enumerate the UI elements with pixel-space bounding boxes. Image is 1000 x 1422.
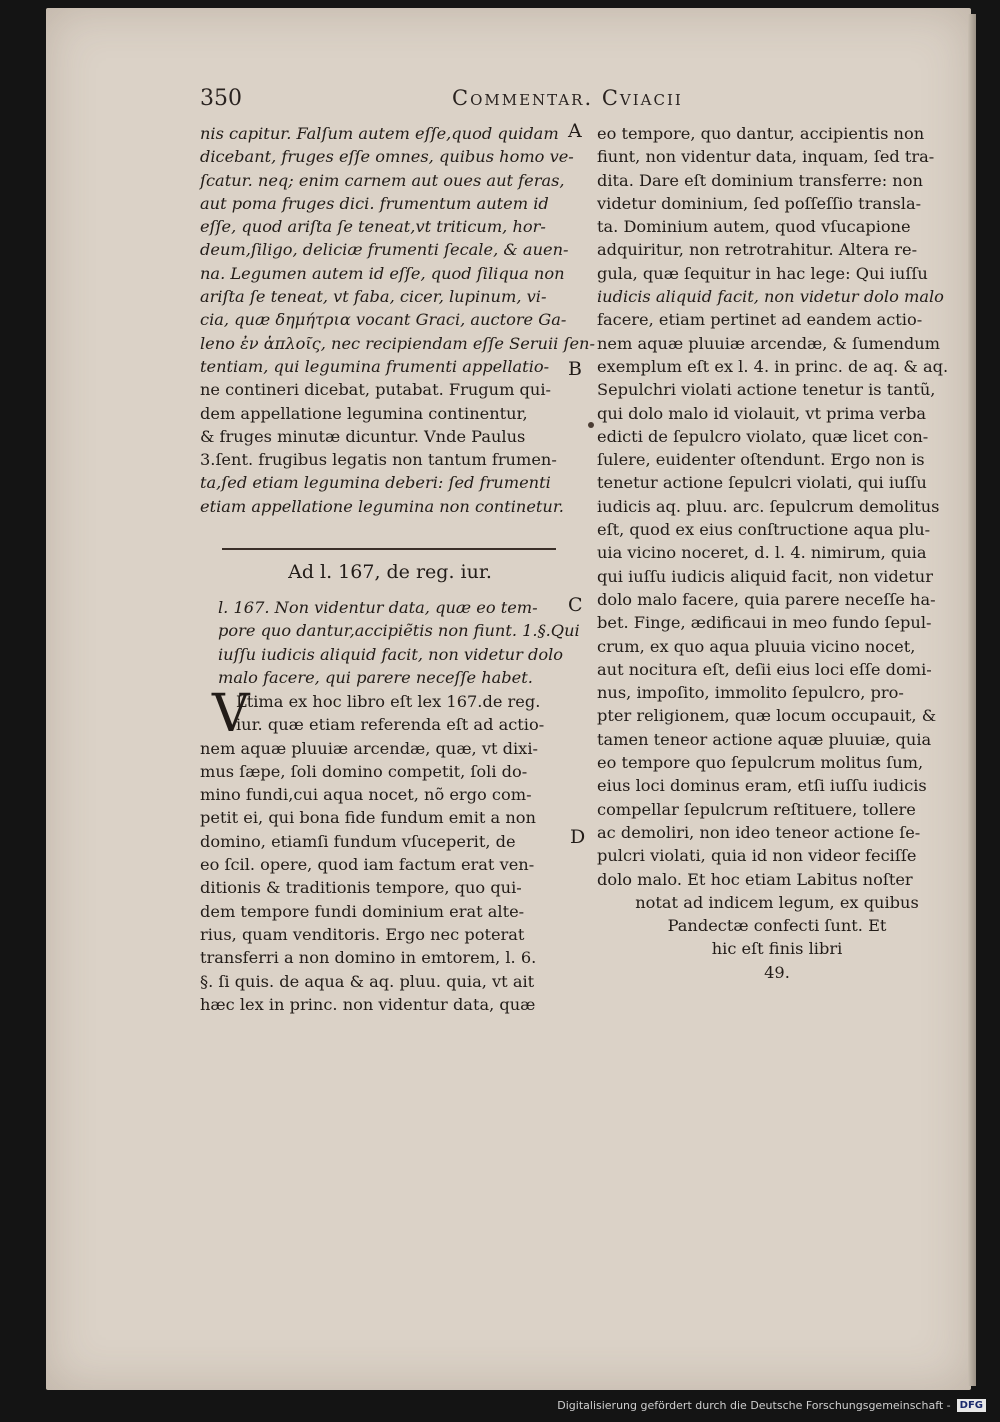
text-line: dem tempore fundi dominium erat alte- — [200, 901, 525, 921]
text-line: nus, impoſito, immolito ſepulcro, pro- — [597, 683, 904, 703]
text-line: dita. Dare eſt dominium transferre: non — [597, 170, 923, 190]
footer-text: Digitalisierung gefördert durch die Deutsche Forschungsgemeinschaft - — [557, 1398, 951, 1412]
text-line: mino fundi,cui aqua nocet, nõ ergo com- — [200, 785, 532, 805]
text-line: Ltima ex hoc libro eſt lex 167.de reg. — [236, 692, 541, 711]
margin-letter-c: C — [568, 594, 583, 616]
text-line: mus ſæpe, ſoli domino competit, ſoli do- — [200, 761, 528, 781]
text-line: ſulere, euidenter oſtendunt. Ergo non is — [597, 450, 925, 470]
left-column-top — [200, 122, 595, 518]
text-line: na. Legumen autem id eſſe, quod ſiliqua non — [200, 263, 565, 283]
text-line: dicebant, fruges eſſe omnes, quibus homo ve- — [200, 147, 574, 167]
text-line: iudicis aliquid facit, non videtur dolo malo — [597, 287, 944, 307]
text-line: qui dolo malo id violauit, vt prima verba — [597, 403, 927, 423]
text-line: adquiritur, non retrotrahitur. Altera re- — [597, 240, 918, 260]
text-line: eo tempore, quo dantur, accipientis non — [597, 124, 925, 143]
text-line: 3.ſent. frugibus legatis non tantum frumen- — [200, 450, 557, 470]
text-line: §. ſi quis. de aqua & aq. pluu. quia, vt ait — [200, 971, 535, 991]
text-line: cia, quæ δημήτρια vocant Graci, auctore Ga- — [200, 310, 567, 330]
text-line: qui iuſſu iudicis aliquid facit, non videtur — [597, 566, 933, 586]
text-line: eius loci dominus eram, etſi iuſſu iudicis — [597, 776, 927, 796]
lemma-block — [218, 596, 580, 689]
text-line: malo facere, qui parere neceſſe habet. — [218, 667, 533, 687]
page-edge — [968, 14, 976, 1386]
section-heading: Ad l. 167, de reg. iur. — [288, 561, 492, 583]
text-line: videtur dominium, ſed poſſeſſio transla- — [597, 193, 922, 213]
text-line: iudicis aq. pluu. arc. ſepulcrum demolitus — [597, 496, 940, 516]
text-line: l. 167. Non videntur data, quæ eo tem- — [218, 598, 538, 617]
text-line: dem appellatione legumina continentur, — [200, 403, 528, 423]
text-line: notat ad indicem legum, ex quibus — [635, 892, 919, 912]
text-line: ne contineri dicebat, putabat. Frugum qui- — [200, 380, 551, 400]
text-line: tenetur actione ſepulcri violati, qui iuſſu — [597, 473, 927, 493]
text-line: pter religionem, quæ locum occupauit, & — [597, 706, 937, 726]
page-header — [0, 86, 1000, 116]
left-column-bottom — [200, 684, 564, 1016]
text-line: transferri a non domino in emtorem, l. 6. — [200, 948, 537, 968]
text-line: iuſſu iudicis aliquid facit, non videtur dolo — [218, 644, 564, 664]
text-line: eo tempore quo ſepulcrum molitus ſum, — [597, 753, 924, 773]
text-line: edicti de ſepulcro violato, quæ licet con- — [597, 426, 929, 446]
text-line: exemplum eſt ex l. 4. in princ. de aq. & aq. — [597, 356, 949, 376]
text-line: pore quo dantur,accipiẽtis non fiunt. 1.§.Qui — [218, 621, 580, 641]
text-line: ac demoliri, non ideo teneor actione ſe- — [597, 822, 921, 842]
text-line: facere, etiam pertinet ad eandem actio- — [597, 310, 923, 330]
text-line: fiunt, non videntur data, inquam, ſed tra- — [597, 147, 935, 167]
text-line: eo ſcil. opere, quod iam factum erat ven- — [200, 855, 535, 875]
text-line: aut nocitura eſt, deſii eius loci eſſe domi- — [597, 659, 932, 679]
text-line: domino, etiamſi fundum vſuceperit, de — [200, 831, 516, 851]
text-line: tentiam, qui legumina frumenti appellatio- — [200, 356, 550, 376]
text-line: & fruges minutæ dicuntur. Vnde Paulus — [200, 426, 526, 446]
text-line: hæc lex in princ. non videntur data, quæ — [200, 994, 536, 1014]
text-line: ditionis & traditionis tempore, quo qui- — [200, 878, 522, 898]
text-line: eſſe, quod ariſta ſe teneat,vt triticum, hor- — [200, 217, 546, 237]
text-line: uia vicino noceret, d. l. 4. nimirum, quia — [597, 543, 927, 563]
text-line: ſcatur. neq; enim carnem aut oues aut feras, — [200, 170, 565, 190]
text-line: nis capitur. Falſum autem eſſe,quod quidam — [200, 124, 559, 143]
text-line: dolo malo. Et hoc etiam Labitus noſter — [597, 869, 913, 889]
right-column — [597, 122, 957, 984]
digitization-footer — [426, 1396, 986, 1414]
text-line: ta. Dominium autem, quod vſucapione — [597, 217, 911, 237]
text-line: Pandectæ confecti ſunt. Et — [667, 916, 887, 936]
text-line: rius, quam venditoris. Ergo nec poterat — [200, 924, 525, 944]
text-line: gula, quæ ſequitur in hac lege: Qui iuſſu — [597, 263, 928, 283]
text-line: dolo malo facere, quia parere neceſſe ha- — [597, 589, 936, 609]
text-line: aut poma fruges dici. frumentum autem id — [200, 193, 549, 213]
text-line: crum, ex quo aqua pluuia vicino nocet, — [597, 636, 916, 656]
page-number: 350 — [200, 86, 242, 111]
running-title: Commentar. Cviacii — [452, 86, 683, 110]
text-line: iur. quæ etiam referenda eſt ad actio- — [236, 715, 545, 735]
text-line: bet. Finge, ædificaui in meo fundo ſepul- — [597, 613, 932, 633]
section-rule — [222, 548, 556, 550]
text-line: nem aquæ pluuiæ arcendæ, & ſumendum — [597, 333, 941, 353]
text-line: deum,ſiligo, deliciæ frumenti ſecale, & auen- — [200, 240, 569, 260]
text-line: compellar ſepulcrum reſtituere, tollere — [597, 799, 916, 819]
text-line: tamen teneor actione aquæ pluuiæ, quia — [597, 729, 932, 749]
text-line: ta,ſed etiam legumina deberi: ſed frumenti — [200, 473, 551, 493]
text-line: etiam appellatione legumina non continetur. — [200, 496, 564, 516]
text-line: eſt, quod ex eius conſtructione aqua plu- — [597, 520, 931, 540]
text-line: pulcri violati, quia id non videor feciſſe — [597, 846, 917, 866]
text-line: 49. — [764, 962, 790, 982]
text-line: nem aquæ pluuiæ arcendæ, quæ, vt dixi- — [200, 738, 538, 758]
text-line: ariſta ſe teneat, vt faba, cicer, lupinum, vi- — [200, 287, 547, 307]
margin-letter-a: A — [568, 120, 582, 142]
text-line: leno ἐν ἁπλοῖς, nec recipiendam eſſe Seruii ſen- — [200, 333, 595, 353]
dfg-logo-icon: DFG — [957, 1399, 986, 1412]
margin-letter-b: B — [568, 358, 582, 380]
text-line: hic eſt finis libri — [711, 939, 843, 959]
text-line: petit ei, qui bona fide fundum emit a non — [200, 808, 536, 828]
dropcap: V — [212, 684, 250, 744]
text-line: Sepulchri violati actione tenetur is tantũ, — [597, 380, 936, 400]
ink-blot — [588, 422, 594, 428]
margin-letter-d: D — [570, 826, 586, 848]
